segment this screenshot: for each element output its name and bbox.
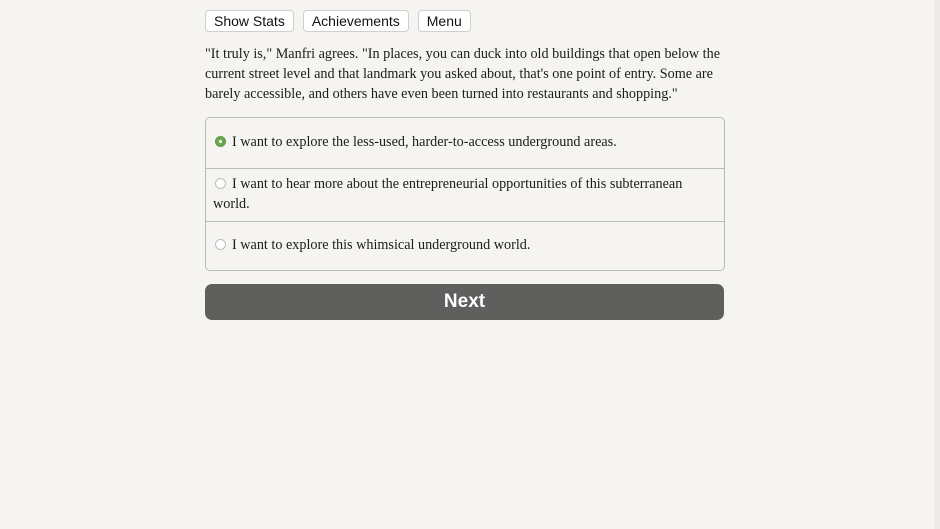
choice-label: I want to explore the less-used, harder-to-access underground areas. <box>232 134 617 150</box>
choice-label: I want to hear more about the entrepreneurial opportunities of this subterranean world. <box>213 176 683 212</box>
show-stats-button[interactable]: Show Stats <box>205 10 294 32</box>
radio-selected-icon[interactable] <box>215 136 226 147</box>
next-button[interactable]: Next <box>205 284 724 320</box>
radio-unselected-icon[interactable] <box>215 178 226 189</box>
top-button-bar <box>205 10 725 32</box>
scrollbar-track <box>934 0 940 529</box>
choice-option-underground-areas[interactable] <box>206 118 724 168</box>
achievements-button[interactable]: Achievements <box>303 10 409 32</box>
menu-button[interactable]: Menu <box>418 10 471 32</box>
choice-option-entrepreneurial[interactable] <box>206 168 724 221</box>
game-content <box>205 10 725 320</box>
choice-option-whimsical[interactable] <box>206 221 724 270</box>
radio-unselected-icon[interactable] <box>215 239 226 250</box>
choice-label: I want to explore this whimsical underground world. <box>232 237 531 253</box>
story-paragraph: "It truly is," Manfri agrees. "In places, you can duck into old buildings that open below the current street level and that landmark you asked about, that's one point of entry. Some are barely accessible, and others have even been turned into restaurants and shopping." <box>205 46 721 102</box>
choice-list <box>205 117 725 271</box>
